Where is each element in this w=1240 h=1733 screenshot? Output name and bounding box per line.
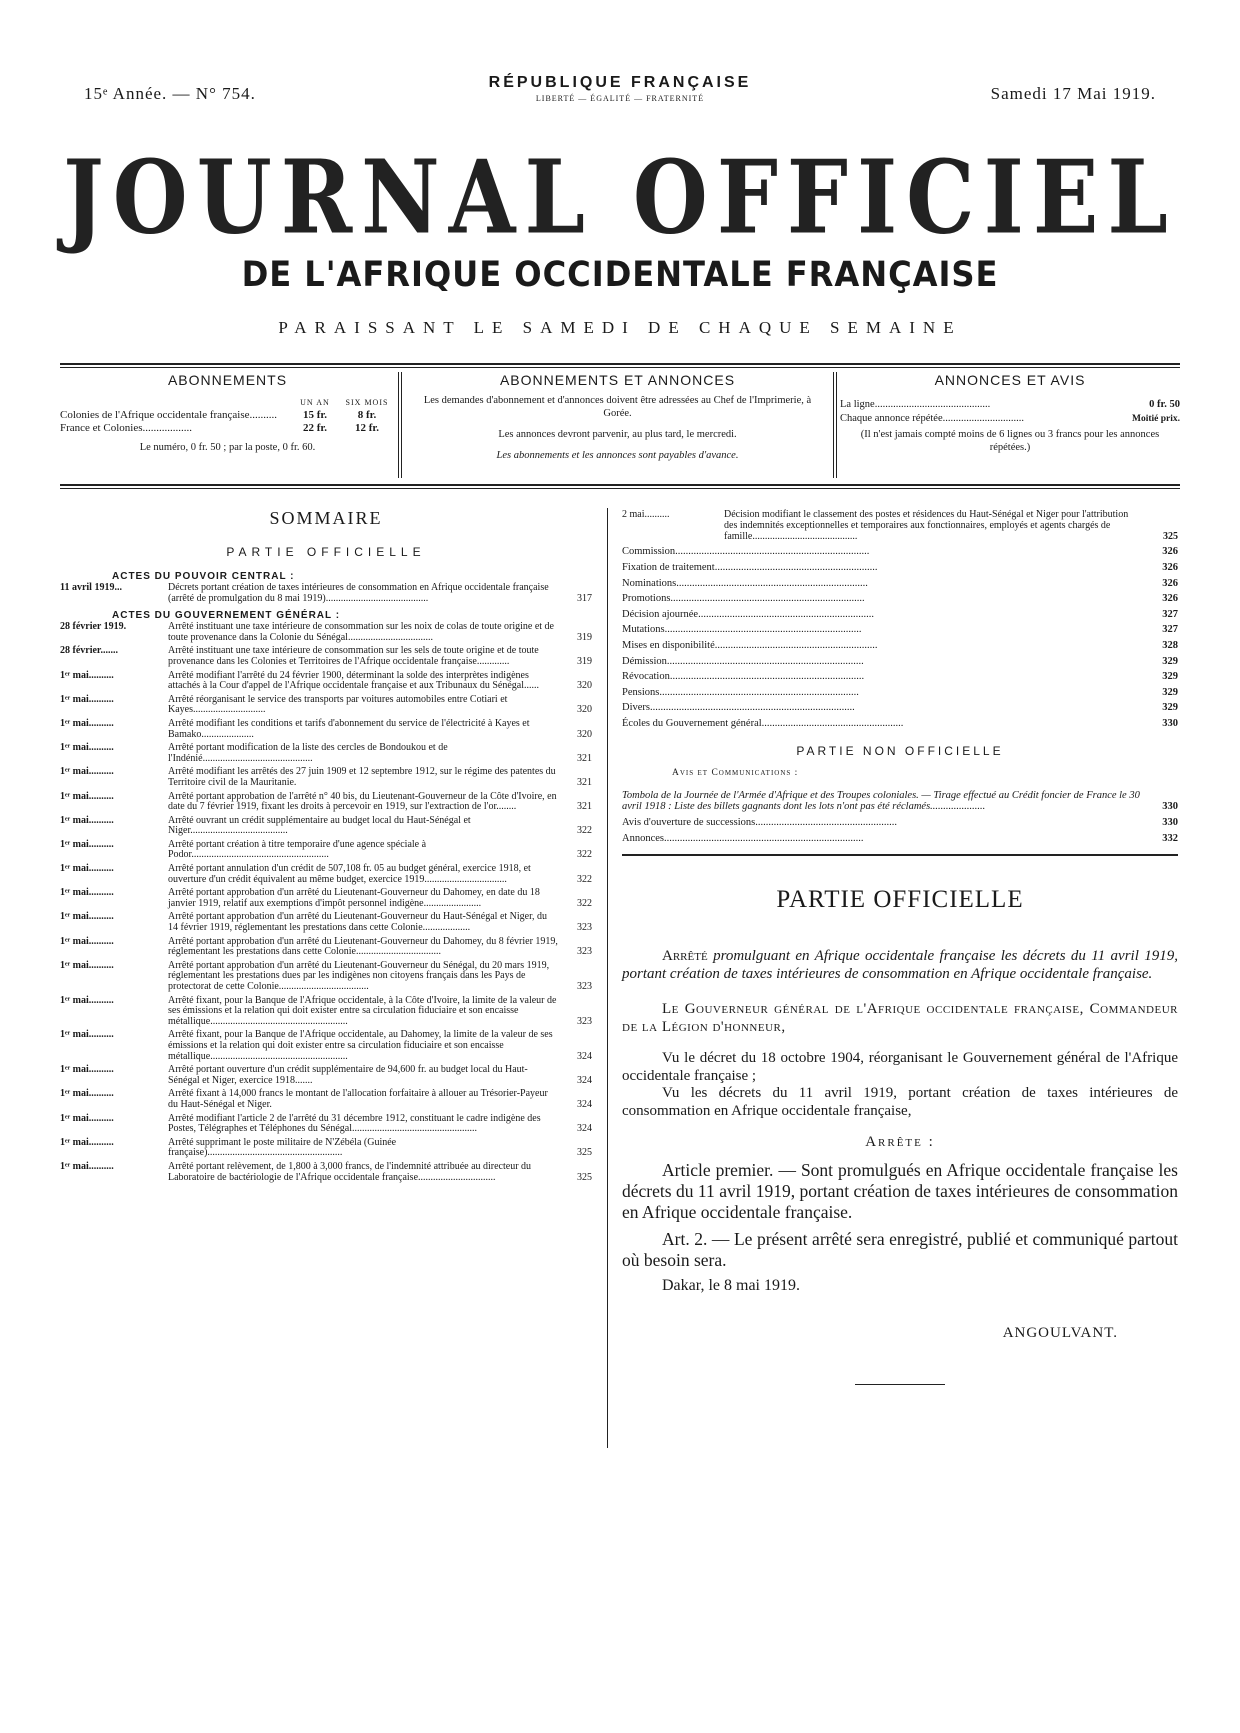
col-un-an: UN AN bbox=[300, 398, 330, 407]
entry-text: Arrêté fixant, pour la Banque de l'Afrique occidentale, au Dahomey, la limite de la valeur de ses émissions et la relation qui doit exister entre sa circulation fiduciaire et son encaisse métallique....................................................... bbox=[168, 1029, 553, 1062]
row-label: France et Colonies.................. bbox=[60, 422, 192, 434]
decision-date: 2 mai.......... bbox=[622, 509, 670, 520]
box-divider-1b bbox=[401, 372, 402, 478]
sommaire-entry bbox=[60, 816, 592, 837]
toc-label: Décision ajournée................................................................... bbox=[622, 608, 874, 620]
entry-date: 1ᵉʳ mai.......... bbox=[60, 959, 114, 971]
toc-page: 326 bbox=[1162, 546, 1178, 558]
sommaire-entry bbox=[60, 695, 592, 716]
sommaire-entry bbox=[60, 840, 592, 861]
entry-date: 1ᵉʳ mai.......... bbox=[60, 766, 114, 778]
entry-date: 11 avril 1919... bbox=[60, 582, 122, 593]
arrete-lead: Arrêté bbox=[662, 948, 708, 965]
entry-date: 1ᵉʳ mai.......... bbox=[60, 814, 114, 826]
masthead-topline bbox=[60, 74, 1180, 114]
general-entries bbox=[60, 622, 592, 1183]
entry-date: 1ᵉʳ mai.......... bbox=[60, 1088, 114, 1100]
journal-title: JOURNAL OFFICIEL bbox=[63, 138, 1177, 258]
arrete-word: Arrête : bbox=[865, 1134, 935, 1151]
box-divider-2b bbox=[836, 372, 837, 478]
entry-text: Arrêté ouvrant un crédit supplémentaire au budget local du Haut-Sénégal et Niger....................................... bbox=[168, 814, 471, 837]
delai-note: Les annonces devront parvenir, au plus tard, le mercredi. bbox=[498, 429, 737, 440]
entry-date: 28 février 1919. bbox=[60, 621, 127, 633]
issue-number: 15ᵉ Année. — N° 754. bbox=[84, 84, 256, 103]
entry-text: Arrêté instituant une taxe intérieure de consommation sur les sels de toute origine et de toute provenance dans les Colonies et Territoires de l'Afrique occidentale française............. bbox=[168, 645, 539, 667]
tarif-value: Moitié prix. bbox=[1131, 414, 1180, 424]
entry-date: 28 février....... bbox=[60, 645, 118, 657]
toc-label: Pensions............................................................................ bbox=[622, 686, 859, 698]
toc-item bbox=[622, 560, 1178, 576]
tombola-text: Tombola de la Journée de l'Armée d'Afrique et des Troupes coloniales. — Tirage effectué au Crédit foncier de France le 30 avril 1918 : Liste des billets gagnants dont les lots n'ont pas été réclamés..................... bbox=[622, 789, 1140, 813]
avis-communications-head: Avis et Communications : bbox=[672, 767, 799, 778]
tarif-value: 0 fr. 50 bbox=[1149, 399, 1180, 410]
entry-page: 325 bbox=[577, 1171, 592, 1183]
entry-page: 320 bbox=[577, 704, 592, 716]
toc-label: Nominations......................................................................... bbox=[622, 577, 868, 589]
row-six: 12 fr. bbox=[354, 422, 380, 434]
toc-page: 329 bbox=[1162, 671, 1178, 683]
entry-page: 321 bbox=[577, 801, 592, 813]
sommaire-entry bbox=[60, 1089, 592, 1110]
toc-page: 328 bbox=[1162, 639, 1178, 651]
toc-item bbox=[622, 654, 1178, 670]
entry-text: Arrêté fixant à 14,000 francs le montant de l'allocation forfaitaire à allouer au Trésorier-Payeur du Haut-Sénégal et Niger. bbox=[168, 1088, 548, 1110]
entry-page: 317 bbox=[577, 592, 592, 604]
tarif-row bbox=[840, 412, 1180, 426]
sommaire-entry bbox=[60, 792, 592, 813]
entry-date: 1ᵉʳ mai.......... bbox=[60, 1136, 114, 1148]
tombola-entry bbox=[622, 790, 1178, 814]
row-an: 15 fr. bbox=[302, 409, 328, 421]
toc-item bbox=[622, 700, 1178, 716]
abonnements-header-row bbox=[60, 396, 395, 409]
toc-label: Démission........................................................................... bbox=[622, 655, 864, 667]
top-rule bbox=[60, 363, 1180, 365]
entry-page: 325 bbox=[577, 1147, 592, 1159]
abonnements-box bbox=[60, 372, 395, 477]
entry-page: 322 bbox=[577, 849, 592, 861]
entry-text: Arrêté portant approbation de l'arrêté n° 40 bis, du Lieutenant-Gouverneur de la Côte d'Ivoire, en date du 7 février 1919, fixant les droits à percevoir en 1919, sur l'extraction de l'or........ bbox=[168, 790, 557, 813]
sommaire-entry bbox=[60, 622, 592, 643]
entry-text: Arrêté portant modification de la liste des cercles de Bondoukou et de l'Indénié............................................ bbox=[168, 742, 448, 764]
entry-page: 323 bbox=[577, 1015, 592, 1027]
avis-page: 330 bbox=[1162, 817, 1178, 829]
abonnements-annonces-title: ABONNEMENTS ET ANNONCES bbox=[499, 372, 736, 388]
avis-page: 332 bbox=[1162, 832, 1178, 844]
entry-date: 1ᵉʳ mai.......... bbox=[60, 994, 114, 1006]
article-1: Article premier. — Sont promulgués en Afrique occidentale française les décrets du 11 avril 1919, portant création de taxes intérieures de consommation en Afrique occidentale française. bbox=[622, 1159, 1178, 1222]
entry-text: Arrêté modifiant les conditions et tarifs d'abonnement du service de l'électricité à Kayes et Bamako..................... bbox=[168, 717, 530, 740]
entry-date: 1ᵉʳ mai.......... bbox=[60, 693, 114, 705]
tombola-page: 330 bbox=[1162, 801, 1178, 813]
row-six: 8 fr. bbox=[357, 409, 377, 421]
bottom-rule bbox=[60, 484, 1180, 486]
sommaire-entry bbox=[60, 937, 592, 958]
avis-label: Annonces............................................................................ bbox=[622, 832, 864, 844]
article-2: Art. 2. — Le présent arrêté sera enregistré, publié et communiqué partout où besoin sera. bbox=[622, 1228, 1178, 1270]
visa-1: Vu le décret du 18 octobre 1904, réorganisant le Gouvernement général de l'Afrique occidentale française ; bbox=[622, 1050, 1178, 1084]
box-divider-1 bbox=[398, 372, 399, 478]
entry-page: 324 bbox=[577, 1123, 592, 1135]
entry-page: 321 bbox=[577, 752, 592, 764]
entry-date: 1ᵉʳ mai.......... bbox=[60, 935, 114, 947]
sommaire-column bbox=[60, 508, 592, 1186]
entry-date: 1ᵉʳ mai.......... bbox=[60, 887, 114, 899]
toc-page: 329 bbox=[1162, 702, 1178, 714]
sommaire-entry bbox=[60, 888, 592, 909]
visa-2: Vu les décrets du 11 avril 1919, portant création de taxes intérieures de consommation en Afrique occidentale française, bbox=[622, 1085, 1178, 1119]
publication-frequency: PARAISSANT LE SAMEDI DE CHAQUE SEMAINE bbox=[278, 318, 962, 337]
sommaire-entry bbox=[60, 767, 592, 788]
signature: ANGOULVANT. bbox=[1002, 1324, 1118, 1341]
sommaire-title: SOMMAIRE bbox=[269, 508, 383, 528]
avis-list bbox=[622, 815, 1178, 846]
sommaire-entry bbox=[60, 1065, 592, 1086]
entry-text: Arrêté portant approbation d'un arrêté du Lieutenant-Gouverneur du Sénégal, du 20 mars 1919, réglementant les prestations dues par les indigènes non citoyens français dans les Pays de protectorat de cette Colonie.................................... bbox=[168, 959, 550, 992]
entry-text: Arrêté supprimant le poste militaire de N'Zébéla (Guinée française)...................................................... bbox=[168, 1136, 397, 1159]
sommaire-entry bbox=[60, 1138, 592, 1159]
abonnements-title: ABONNEMENTS bbox=[167, 372, 288, 388]
sommaire-entry bbox=[60, 996, 592, 1028]
decision-page: 325 bbox=[1163, 530, 1178, 542]
issue-date: Samedi 17 Mai 1919. bbox=[990, 84, 1156, 103]
row-label: Colonies de l'Afrique occidentale française.......... bbox=[60, 409, 278, 421]
entry-date: 1ᵉʳ mai.......... bbox=[60, 1029, 114, 1041]
entry-page: 323 bbox=[577, 922, 592, 934]
abonnements-table bbox=[60, 396, 395, 435]
toc-label: Promotions.......................................................................... bbox=[622, 593, 865, 605]
entry-text: Décrets portant création de taxes intérieures de consommation en Afrique occidentale française (arrêté de promulgation du 8 mai 1919)......................................... bbox=[168, 582, 549, 604]
decision-text: Décision modifiant le classement des postes et résidences du Haut-Sénégal et Niger pour l'attribution des indemnités exceptionnelles et temporaires aux fonctionnaires, employés et agents chargés de famille.......................................... bbox=[724, 509, 1129, 542]
arrete-heading bbox=[622, 948, 1178, 983]
entry-date: 1ᵉʳ mai.......... bbox=[60, 790, 114, 802]
toc-page: 326 bbox=[1162, 577, 1178, 589]
toc-item bbox=[622, 638, 1178, 654]
tarif-row bbox=[840, 398, 1180, 412]
abonnements-row bbox=[60, 422, 395, 435]
end-rule bbox=[855, 1384, 945, 1385]
entry-page: 323 bbox=[577, 981, 592, 992]
sommaire-entry bbox=[60, 961, 592, 993]
row-an: 22 fr. bbox=[302, 422, 328, 434]
entry-text: Arrêté portant création à titre temporaire d'une agence spéciale à Podor....................................................... bbox=[168, 838, 427, 861]
toc-label: Commission.......................................................................... bbox=[622, 546, 870, 558]
toc-label: Révocation.......................................................................... bbox=[622, 671, 865, 683]
dakar-date: Dakar, le 8 mai 1919. bbox=[662, 1276, 800, 1294]
toc-item bbox=[622, 544, 1178, 560]
entry-page: 319 bbox=[577, 655, 592, 667]
annonces-avis-title: ANNONCES ET AVIS bbox=[934, 372, 1086, 388]
sommaire-entry bbox=[60, 912, 592, 933]
entry-page: 323 bbox=[577, 946, 592, 958]
sommaire-entry bbox=[60, 646, 592, 667]
arrete-heading-text: promulguant en Afrique occidentale française les décrets du 11 avril 1919, portant création de taxes intérieures de consommation en Afrique occidentale française. bbox=[622, 948, 1179, 982]
sommaire-entry bbox=[60, 583, 592, 604]
column-divider bbox=[607, 508, 608, 1448]
entry-page: 324 bbox=[577, 1098, 592, 1110]
toc-label: Divers.............................................................................. bbox=[622, 702, 855, 714]
toc-item bbox=[622, 669, 1178, 685]
paiement-note: Les abonnements et les annonces sont payables d'avance. bbox=[496, 450, 739, 461]
entry-text: Arrêté portant relèvement, de 1,800 à 3,000 francs, de l'indemnité attribuée au directeur du Laboratoire de bactériologie de l'Afrique occidentale française............................... bbox=[168, 1160, 532, 1183]
toc-label: Écoles du Gouvernement général...................................................... bbox=[622, 717, 904, 729]
entry-date: 1ᵉʳ mai.......... bbox=[60, 911, 114, 923]
entry-page: 322 bbox=[577, 897, 592, 909]
abonnements-annonces-box bbox=[405, 372, 830, 477]
decision-entry bbox=[622, 510, 1178, 542]
entry-text: Arrêté fixant, pour la Banque de l'Afrique occidentale, à la Côte d'Ivoire, la limite de la valeur de ses émissions et la relation qui doit exister entre sa circulation fiduciaire et son encaisse métallique....................................................... bbox=[168, 994, 557, 1027]
entry-page: 324 bbox=[577, 1050, 592, 1062]
entry-date: 1ᵉʳ mai.......... bbox=[60, 863, 114, 875]
tarif-list bbox=[840, 398, 1180, 426]
entry-page: 319 bbox=[577, 631, 592, 643]
toc-item bbox=[622, 607, 1178, 623]
entry-text: Arrêté portant annulation d'un crédit de 507,108 fr. 05 au budget général, exercice 1918, et ouverture d'un crédit équivalent au même budget, exercice 1919................................. bbox=[168, 863, 531, 885]
entry-page: 321 bbox=[577, 776, 592, 788]
abonnements-row bbox=[60, 409, 395, 422]
partie-officielle-heading: PARTIE OFFICIELLE bbox=[776, 886, 1024, 914]
toc-page: 326 bbox=[1162, 593, 1178, 605]
toc-item bbox=[622, 576, 1178, 592]
entry-date: 1ᵉʳ mai.......... bbox=[60, 838, 114, 850]
gouverneur-line: Le Gouverneur général de l'Afrique occidentale française, Commandeur de la Légion d'honneur, bbox=[622, 1001, 1178, 1035]
journal-subtitle: DE L'AFRIQUE OCCIDENTALE FRANÇAISE bbox=[241, 255, 999, 295]
right-column bbox=[622, 510, 1178, 1385]
pno-rule bbox=[622, 854, 1178, 856]
entry-text: Arrêté modifiant les arrêtés des 27 juin 1909 et 12 septembre 1912, sur le régime des patentes du Territoire civil de la Mauritanie. bbox=[168, 766, 556, 788]
entry-text: Arrêté instituant une taxe intérieure de consommation sur les noix de colas de toute origine et de toute provenance dans la Colonie du Sénégal.................................. bbox=[168, 621, 554, 643]
entry-text: Arrêté portant approbation d'un arrêté du Lieutenant-Gouverneur du Haut-Sénégal et Niger, du 14 février 1919, réglementant les prestations dans cette Colonie................... bbox=[168, 911, 548, 934]
entry-text: Arrêté portant approbation d'un arrêté du Lieutenant-Gouverneur du Dahomey, en date du 18 janvier 1919, relatif aux exemptions d'impôt personnel indigène....................... bbox=[168, 887, 540, 909]
entry-page: 320 bbox=[577, 728, 592, 740]
toc-page: 330 bbox=[1162, 717, 1178, 729]
entry-date: 1ᵉʳ mai.......... bbox=[60, 1160, 114, 1172]
entry-page: 322 bbox=[577, 825, 592, 837]
toc-page: 329 bbox=[1162, 686, 1178, 698]
section-general: ACTES DU GOUVERNEMENT GÉNÉRAL : bbox=[112, 610, 341, 622]
top-rule-thin bbox=[60, 367, 1180, 368]
section-central: ACTES DU POUVOIR CENTRAL : bbox=[112, 571, 295, 582]
sommaire-entry bbox=[60, 1114, 592, 1135]
avis-label: Avis d'ouverture de successions...................................................... bbox=[622, 817, 897, 829]
partie-non-officielle-title: PARTIE NON OFFICIELLE bbox=[796, 743, 1004, 758]
toc-page: 329 bbox=[1162, 655, 1178, 667]
entry-text: Arrêté portant ouverture d'un crédit supplémentaire de 94,600 fr. au budget local du Haut-Sénégal et Niger, exercice 1918....... bbox=[168, 1064, 528, 1086]
sommaire-entry bbox=[60, 719, 592, 740]
toc-label: Mutations........................................................................... bbox=[622, 624, 862, 636]
entry-date: 1ᵉʳ mai.......... bbox=[60, 1064, 114, 1076]
box-divider-2 bbox=[833, 372, 834, 478]
toc-page: 327 bbox=[1162, 624, 1178, 636]
avis-item bbox=[622, 815, 1178, 831]
sommaire-entry bbox=[60, 743, 592, 764]
bottom-rule-thin bbox=[60, 488, 1180, 489]
entry-text: Arrêté modifiant l'article 2 de l'arrêté du 31 décembre 1912, constituant le cadre indigène des Postes, Télégraphes et Téléphones du Sénégal.................................................. bbox=[168, 1112, 541, 1135]
entry-page: 320 bbox=[577, 680, 592, 692]
numero-price: Le numéro, 0 fr. 50 ; par la poste, 0 fr. 60. bbox=[139, 442, 316, 453]
entry-date: 1ᵉʳ mai.......... bbox=[60, 717, 114, 729]
toc-label: Fixation de traitement.............................................................. bbox=[622, 561, 878, 573]
entry-text: Arrêté modifiant l'arrêté du 24 février 1900, déterminant la solde des interprètes indigènes attachés à la Cour d'appel de l'Afrique occidentale française et aux Tribunaux du Sénégal...... bbox=[168, 669, 539, 692]
toc-item bbox=[622, 716, 1178, 732]
toc-page: 326 bbox=[1162, 561, 1178, 573]
entry-date: 1ᵉʳ mai.......... bbox=[60, 742, 114, 754]
avis-item bbox=[622, 831, 1178, 847]
toc-page: 327 bbox=[1162, 608, 1178, 620]
tarif-label: Chaque annonce répétée............................... bbox=[840, 413, 1024, 424]
demandes-note: Les demandes d'abonnement et d'annonces doivent être adressées au Chef de l'Imprimerie, à Gorée. bbox=[423, 395, 812, 419]
entry-text: Arrêté portant approbation d'un arrêté du Lieutenant-Gouverneur du Dahomey, du 8 février 1919, réglementant les prestations dans cette Colonie.................................. bbox=[168, 935, 558, 958]
republic-label: RÉPUBLIQUE FRANÇAISE bbox=[488, 74, 752, 91]
sommaire-entry bbox=[60, 671, 592, 692]
toc-item bbox=[622, 591, 1178, 607]
toc-item bbox=[622, 685, 1178, 701]
entry-text: Arrêté réorganisant le service des transports par voitures automobiles entre Cotiari et Kayes............................. bbox=[168, 693, 508, 716]
toc-label: Mises en disponibilité.............................................................. bbox=[622, 639, 878, 651]
annonces-avis-box bbox=[840, 372, 1180, 477]
col-six-mois: SIX MOIS bbox=[345, 398, 389, 407]
toc-item bbox=[622, 622, 1178, 638]
sommaire-entry bbox=[60, 1030, 592, 1062]
entry-page: 324 bbox=[577, 1074, 592, 1086]
entry-page: 322 bbox=[577, 873, 592, 885]
entry-date: 1ᵉʳ mai.......... bbox=[60, 1112, 114, 1124]
sommaire-entry bbox=[60, 864, 592, 885]
tarif-note: (Il n'est jamais compté moins de 6 lignes ou 3 francs pour les annonces répétées.) bbox=[860, 429, 1160, 453]
entry-date: 1ᵉʳ mai.......... bbox=[60, 669, 114, 681]
sommaire-partie-title: PARTIE OFFICIELLE bbox=[226, 545, 426, 559]
sommaire-entry bbox=[60, 1162, 592, 1183]
right-toc-list bbox=[622, 544, 1178, 731]
tarif-label: La ligne............................................ bbox=[840, 399, 991, 410]
motto: LIBERTÉ — ÉGALITÉ — FRATERNITÉ bbox=[535, 94, 705, 103]
